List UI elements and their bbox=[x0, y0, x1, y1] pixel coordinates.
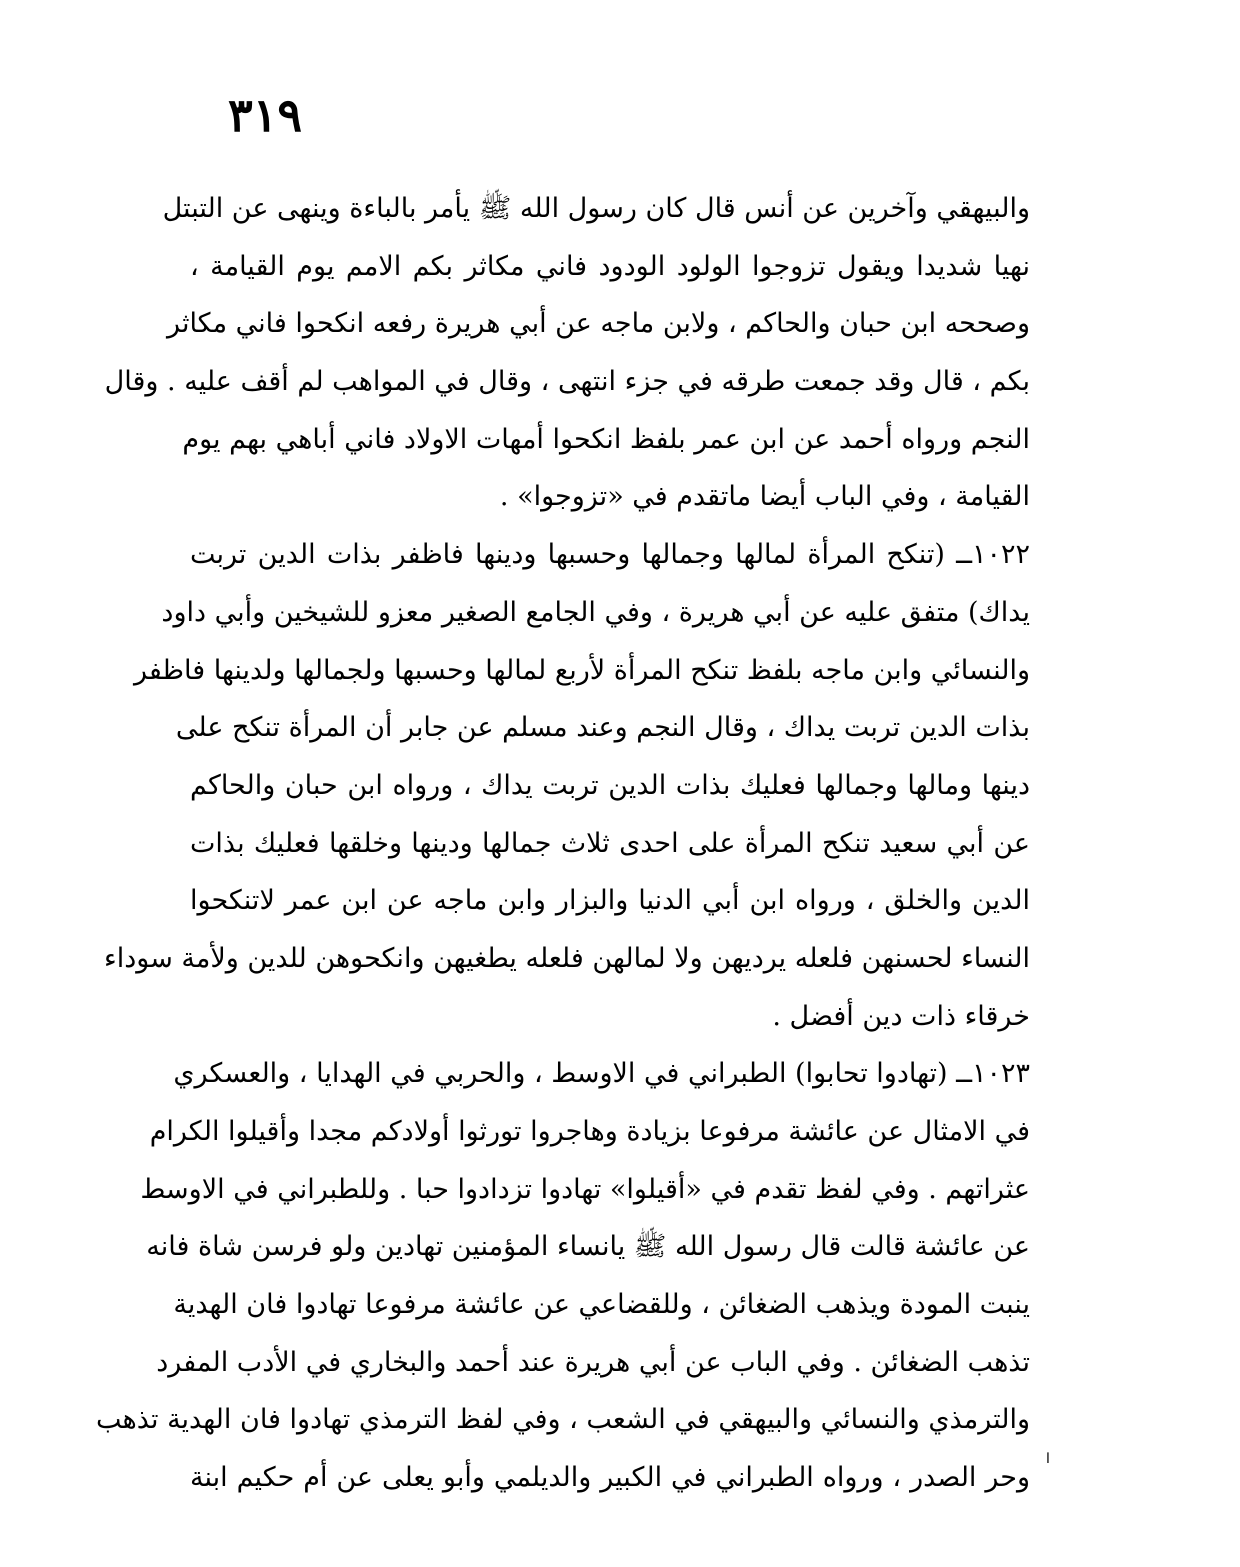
text-line: عثراتهم . وفي لفظ تقدم في «أقيلوا» تهادوا تزدادوا حبا . وللطبراني في الاوسط bbox=[140, 1173, 1030, 1205]
text-body bbox=[96, 180, 1030, 1507]
text-line: النساء لحسنهن فلعله يرديهن ولا لمالهن فلعله يطغيهن وانكحوهن للدين ولأمة سوداء bbox=[104, 942, 1030, 974]
page-number: ٣١٩ bbox=[228, 88, 303, 142]
text-line: النجم ورواه أحمد عن ابن عمر بلفظ انكحوا أمهات الاولاد فاني أباهي بهم يوم bbox=[182, 423, 1030, 455]
text-line: القيامة ، وفي الباب أيضا ماتقدم في «تزوجوا» . bbox=[499, 481, 1030, 513]
margin-mark: ا bbox=[1046, 1451, 1050, 1467]
text-line: وصححه ابن حبان والحاكم ، ولابن ماجه عن أبي هريرة رفعه انكحوا فاني مكاثر bbox=[167, 308, 1030, 340]
text-line: الدين والخلق ، ورواه ابن أبي الدنيا والبزار وابن ماجه عن ابن عمر لاتنكحوا bbox=[190, 885, 1030, 917]
text-line: يداك) متفق عليه عن أبي هريرة ، وفي الجامع الصغير معزو للشيخين وأبي داود bbox=[161, 596, 1030, 628]
text-line: في الامثال عن عائشة مرفوعا بزيادة وهاجروا تورثوا أولادكم مجدا وأقيلوا الكرام bbox=[149, 1116, 1030, 1147]
text-line: ١٠٢٢ــ (تنكح المرأة لمالها وجمالها وحسبها ودينها فاظفر بذات الدين تربت bbox=[190, 539, 1030, 571]
text-line: عن أبي سعيد تنكح المرأة على احدى ثلاث جمالها ودينها وخلقها فعليك بذات bbox=[190, 827, 1030, 859]
text-line: نهيا شديدا ويقول تزوجوا الولود الودود فاني مكاثر بكم الامم يوم القيامة ، bbox=[190, 250, 1030, 282]
text-line: والبيهقي وآخرين عن أنس قال كان رسول الله ﷺ يأمر بالباءة وينهى عن التبتل bbox=[162, 193, 1030, 224]
text-line: والترمذي والنسائي والبيهقي في الشعب ، وفي لفظ الترمذي تهادوا فان الهدية تذهب bbox=[96, 1404, 1030, 1436]
text-line: والنسائي وابن ماجه بلفظ تنكح المرأة لأربع لمالها وحسبها ولجمالها ولدينها فاظفر bbox=[133, 654, 1030, 686]
text-line: بذات الدين تربت يداك ، وقال النجم وعند مسلم عن جابر أن المرأة تنكح على bbox=[175, 712, 1030, 744]
text-line: ينبت المودة ويذهب الضغائن ، وللقضاعي عن عائشة مرفوعا تهادوا فان الهدية bbox=[173, 1289, 1030, 1321]
text-line: خرقاء ذات دين أفضل . bbox=[772, 1000, 1030, 1032]
text-line: عن عائشة قالت قال رسول الله ﷺ يانساء المؤمنين تهادين ولو فرسن شاة فانه bbox=[146, 1231, 1030, 1263]
text-line: بكم ، قال وقد جمعت طرقه في جزء انتهى ، وقال في المواهب لم أقف عليه . وقال bbox=[104, 366, 1030, 398]
text-line: تذهب الضغائن . وفي الباب عن أبي هريرة عند أحمد والبخاري في الأدب المفرد bbox=[156, 1346, 1030, 1378]
text-line: دينها ومالها وجمالها فعليك بذات الدين تربت يداك ، ورواه ابن حبان والحاكم bbox=[190, 769, 1030, 801]
text-line: ١٠٢٣ــ (تهادوا تحابوا) الطبراني في الاوسط ، والحربي في الهدايا ، والعسكري bbox=[173, 1058, 1030, 1090]
text-line: وحر الصدر ، ورواه الطبراني في الكبير والديلمي وأبو يعلى عن أم حكيم ابنة bbox=[190, 1462, 1030, 1494]
